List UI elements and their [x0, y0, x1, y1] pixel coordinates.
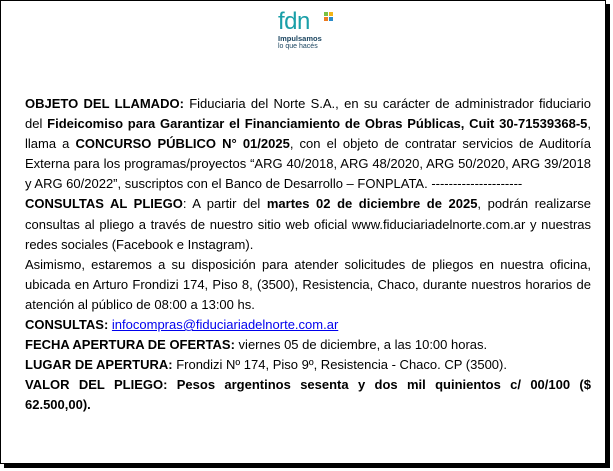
objeto-label: OBJETO DEL LLAMADO:	[25, 96, 184, 111]
lugar-apertura-value: Frondizi Nº 174, Piso 9º, Resistencia - Chaco. CP (3500).	[172, 357, 507, 373]
notice-body	[25, 94, 591, 416]
logo-square-green	[324, 12, 328, 16]
consultas-label: CONSULTAS:	[25, 317, 109, 333]
consultas-pliego-date: martes 02 de diciembre de 2025	[266, 196, 478, 212]
lugar-apertura-line	[25, 355, 591, 375]
logo-square-blue	[329, 17, 333, 21]
logo-mark: fdn	[278, 8, 310, 35]
asimismo-paragraph: Asimismo, estaremos a su disposición para atender solicitudes de pliegos en nuestra oficina, ubicada en Arturo Frondizi 174, Piso 8, (3500), Resistencia, Chaco, durante nuestros horarios de atención al público de 08:00 a 13:00 hs.	[25, 256, 591, 312]
valor-pliego-line	[25, 375, 591, 415]
logo-square-orange	[324, 17, 328, 21]
consultas-pliego-text-1: : A partir del	[182, 196, 267, 212]
concurso-number: CONCURSO PÚBLICO N° 01/2025	[75, 136, 290, 152]
lugar-apertura-label: LUGAR DE APERTURA:	[25, 357, 173, 373]
fideicomiso-name: Fideicomiso para Garantizar el Financiamiento de Obras Públicas, Cuit 30-71539368-5	[47, 116, 588, 132]
consultas-pliego-paragraph	[25, 194, 591, 254]
logo-tagline-2: lo que hacés	[278, 43, 318, 50]
objeto-text-3: , con el objeto de contratar servicios de Auditoría Externa para los programas/proyectos “ARG 40/2018, ARG 48/2020, ARG 50/2020, ARG 39/2018 y ARG 60/2022”, suscriptos con el Banco de Desarrollo – FONPLATA. ---------------------	[25, 136, 592, 192]
consultas-pliego-label: CONSULTAS AL PLIEGO	[25, 196, 183, 212]
valor-pliego-value: Pesos argentinos sesenta y dos mil quinientos c/ 00/100 ($ 62.500,00).	[25, 377, 591, 413]
consultas-email-link[interactable]: infocompras@fiduciariadelnorte.com.ar	[111, 317, 339, 333]
objeto-paragraph	[25, 94, 591, 194]
valor-pliego-label: VALOR DEL PLIEGO:	[25, 377, 168, 393]
fdn-logo	[278, 10, 338, 52]
fecha-apertura-label: FECHA APERTURA DE OFERTAS:	[25, 337, 235, 353]
logo-square-yellow	[329, 12, 333, 16]
consultas-line	[25, 315, 591, 335]
objeto-text-1: Fiduciaria del Norte S.A., en su carácter de administrador fiduciario del	[25, 96, 591, 132]
fecha-apertura-line	[25, 335, 591, 355]
consultas-pliego-text-2: , podrán realizarse consultas al pliego a través de nuestro sitio web oficial www.fiduciariadelnorte.com.ar y nuestras redes sociales (Facebook e Instagram).	[25, 196, 591, 252]
objeto-text-2: , llama a	[25, 116, 591, 152]
fecha-apertura-value: viernes 05 de diciembre, a las 10:00 horas.	[234, 337, 488, 353]
logo-tagline-1: Impulsamos	[278, 34, 322, 43]
